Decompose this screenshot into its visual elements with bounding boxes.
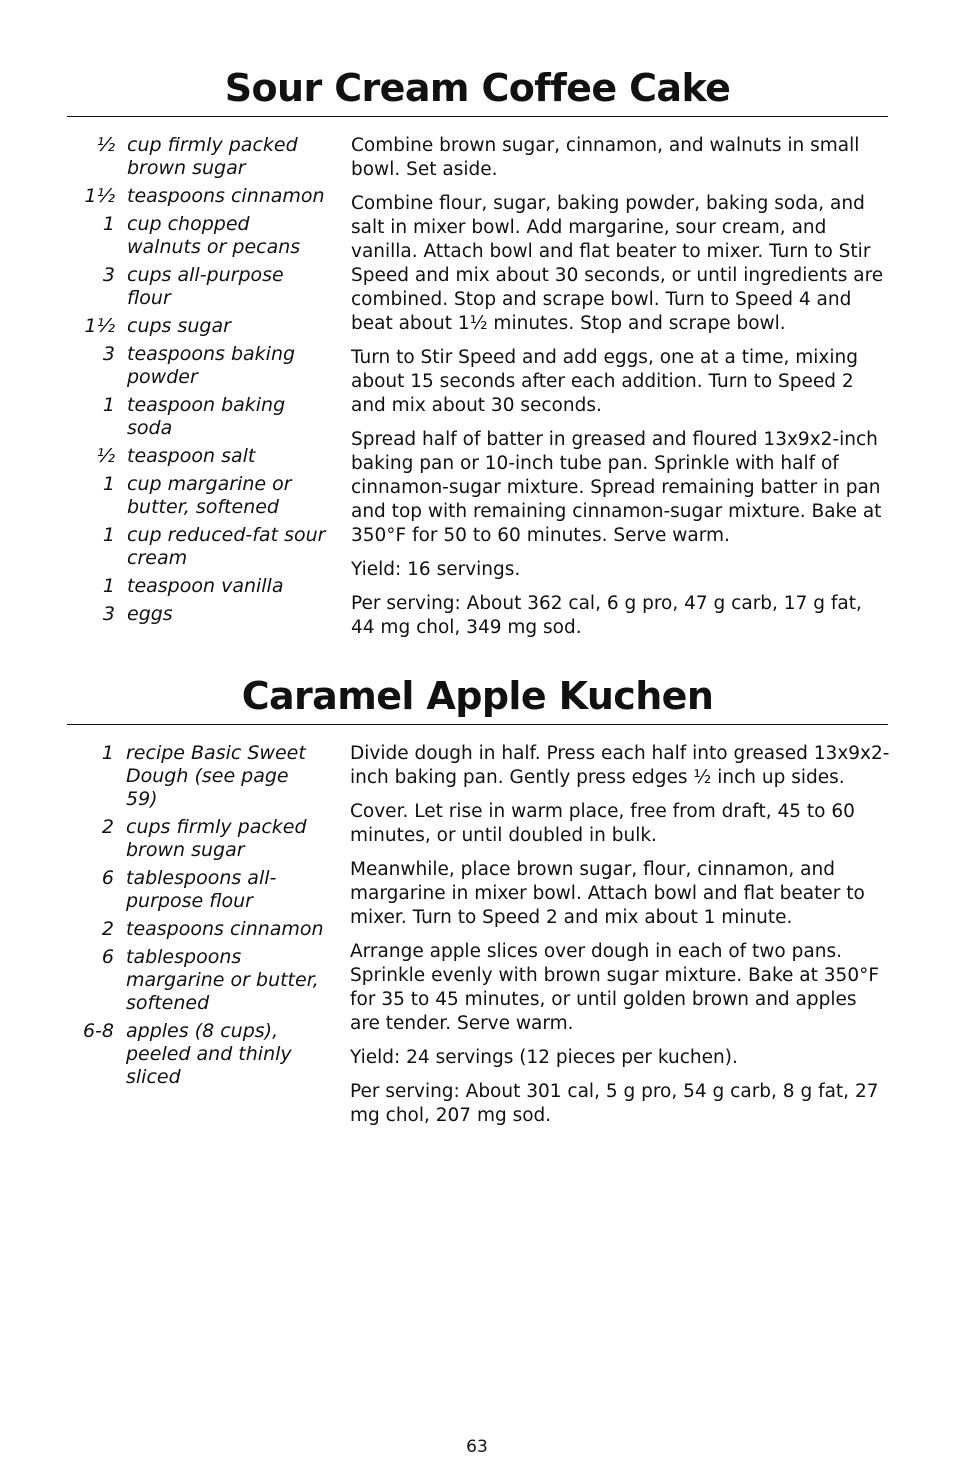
direction-step: Turn to Stir Speed and add eggs, one at a time, mixing about 15 seconds after each addition. Turn to Speed 2 and mix about 30 seconds. xyxy=(351,347,858,416)
ingredient-quantity: 1 xyxy=(102,473,115,495)
ingredient-text: teaspoons cinnamon xyxy=(127,185,325,207)
direction-step: Divide dough in half. Press each half into greased 13x9x2-inch baking pan. Gently press edges ½ inch up sides. xyxy=(350,743,890,788)
ingredient-text: teaspoon baking soda xyxy=(127,394,286,439)
ingredient-text: cups all-purpose flour xyxy=(127,264,284,309)
ingredient-quantity: 1½ xyxy=(84,315,115,337)
yield-text: Yield: 16 servings. xyxy=(351,559,521,580)
ingredient-text: cups firmly packed brown sugar xyxy=(126,816,307,861)
ingredient-quantity: 1 xyxy=(102,575,115,597)
ingredient-quantity: 2 xyxy=(101,816,114,838)
ingredient-text: teaspoons cinnamon xyxy=(126,918,324,940)
direction-step: Spread half of batter in greased and floured 13x9x2-inch baking pan or 10-inch tube pan. Sprinkle with half of cinnamon-sugar mixture. Spread remaining batter in pan and top with remaining cinnamon-sugar mixture. Bake at 350°F for 50 to 60 minutes. Serve warm. xyxy=(351,429,882,546)
ingredient-text: eggs xyxy=(127,603,173,625)
ingredient-quantity: 6 xyxy=(101,946,114,968)
nutrition-text: Per serving: About 362 cal, 6 g pro, 47 g carb, 17 g fat, 44 mg chol, 349 mg sod. xyxy=(351,593,862,638)
ingredient-text: teaspoons baking powder xyxy=(127,343,296,388)
ingredient-item xyxy=(66,1020,336,1089)
ingredient-quantity: ½ xyxy=(96,445,115,467)
ingredient-quantity: 6-8 xyxy=(82,1020,114,1042)
ingredient-quantity: 2 xyxy=(101,918,114,940)
ingredient-item xyxy=(66,946,336,1015)
ingredient-text: cup reduced-fat sour cream xyxy=(127,524,326,569)
ingredient-text: tablespoons all-purpose flour xyxy=(126,867,277,912)
ingredient-list xyxy=(67,134,337,631)
ingredient-text: tablespoons margarine or butter, softened xyxy=(126,946,319,1014)
ingredient-item xyxy=(67,264,337,310)
ingredient-item xyxy=(67,394,337,440)
ingredient-quantity: 1 xyxy=(102,394,115,416)
direction-step: Meanwhile, place brown sugar, flour, cinnamon, and margarine in mixer bowl. Attach bowl and flat beater to mixer. Turn to Speed 2 and mix about 1 minute. xyxy=(350,859,865,928)
ingredient-quantity: 1½ xyxy=(84,185,115,207)
ingredient-item xyxy=(67,134,337,180)
ingredient-item xyxy=(67,213,337,259)
direction-step: Cover. Let rise in warm place, free from draft, 45 to 60 minutes, or until doubled in bulk. xyxy=(350,801,855,846)
ingredient-text: cups sugar xyxy=(127,315,231,337)
ingredient-quantity: 3 xyxy=(102,343,115,365)
ingredient-text: teaspoon salt xyxy=(127,445,256,467)
direction-step: Combine flour, sugar, baking powder, baking soda, and salt in mixer bowl. Add margarine, sour cream, and vanilla. Attach bowl and flat beater to mixer. Turn to Stir Speed and mix about 30 seconds, or until ingredients are combined. Stop and scrape bowl. Turn to Speed 4 and beat about 1½ minutes. Stop and scrape bowl. xyxy=(351,193,884,334)
title-divider xyxy=(67,724,888,725)
direction-step: Arrange apple slices over dough in each of two pans. Sprinkle evenly with brown sugar mixture. Bake at 350°F for 35 to 45 minutes, or until golden brown and apples are tender. Serve warm. xyxy=(350,941,879,1034)
ingredient-quantity: 3 xyxy=(102,603,115,625)
ingredient-item xyxy=(67,575,337,598)
ingredient-item xyxy=(66,867,336,913)
ingredient-text: cup chopped walnuts or pecans xyxy=(127,213,301,258)
ingredient-item xyxy=(67,315,337,338)
title-divider xyxy=(67,116,888,117)
ingredient-text: recipe Basic Sweet Dough (see page 59) xyxy=(126,742,306,810)
ingredient-text: cup margarine or butter, softened xyxy=(127,473,292,518)
ingredient-item xyxy=(67,343,337,389)
directions xyxy=(351,134,891,650)
ingredient-item xyxy=(67,185,337,208)
direction-step: Combine brown sugar, cinnamon, and walnuts in small bowl. Set aside. xyxy=(351,135,860,180)
ingredient-quantity: 1 xyxy=(102,213,115,235)
recipe-title: Caramel Apple Kuchen xyxy=(241,674,714,718)
ingredient-item xyxy=(67,603,337,626)
ingredient-quantity: 6 xyxy=(101,867,114,889)
ingredient-item xyxy=(67,473,337,519)
ingredient-quantity: 1 xyxy=(102,524,115,546)
nutrition-text: Per serving: About 301 cal, 5 g pro, 54 g carb, 8 g fat, 27 mg chol, 207 mg sod. xyxy=(350,1081,879,1126)
ingredient-list xyxy=(66,742,336,1094)
ingredient-item xyxy=(66,742,336,811)
ingredient-item xyxy=(66,918,336,941)
yield-text: Yield: 24 servings (12 pieces per kuchen). xyxy=(350,1047,738,1068)
ingredient-text: apples (8 cups), peeled and thinly sliced xyxy=(126,1020,292,1088)
recipe-title: Sour Cream Coffee Cake xyxy=(224,66,731,110)
recipe-sour-cream-coffee-cake xyxy=(67,66,888,638)
ingredient-text: teaspoon vanilla xyxy=(127,575,284,597)
page-number: 63 xyxy=(466,1437,488,1457)
recipe-caramel-apple-kuchen xyxy=(67,674,890,1126)
ingredient-quantity: 1 xyxy=(101,742,114,764)
ingredient-item xyxy=(67,445,337,468)
directions xyxy=(350,742,890,1138)
ingredient-quantity: ½ xyxy=(96,134,115,156)
ingredient-quantity: 3 xyxy=(102,264,115,286)
ingredient-item xyxy=(67,524,337,570)
ingredient-item xyxy=(66,816,336,862)
ingredient-text: cup firmly packed brown sugar xyxy=(127,134,298,179)
